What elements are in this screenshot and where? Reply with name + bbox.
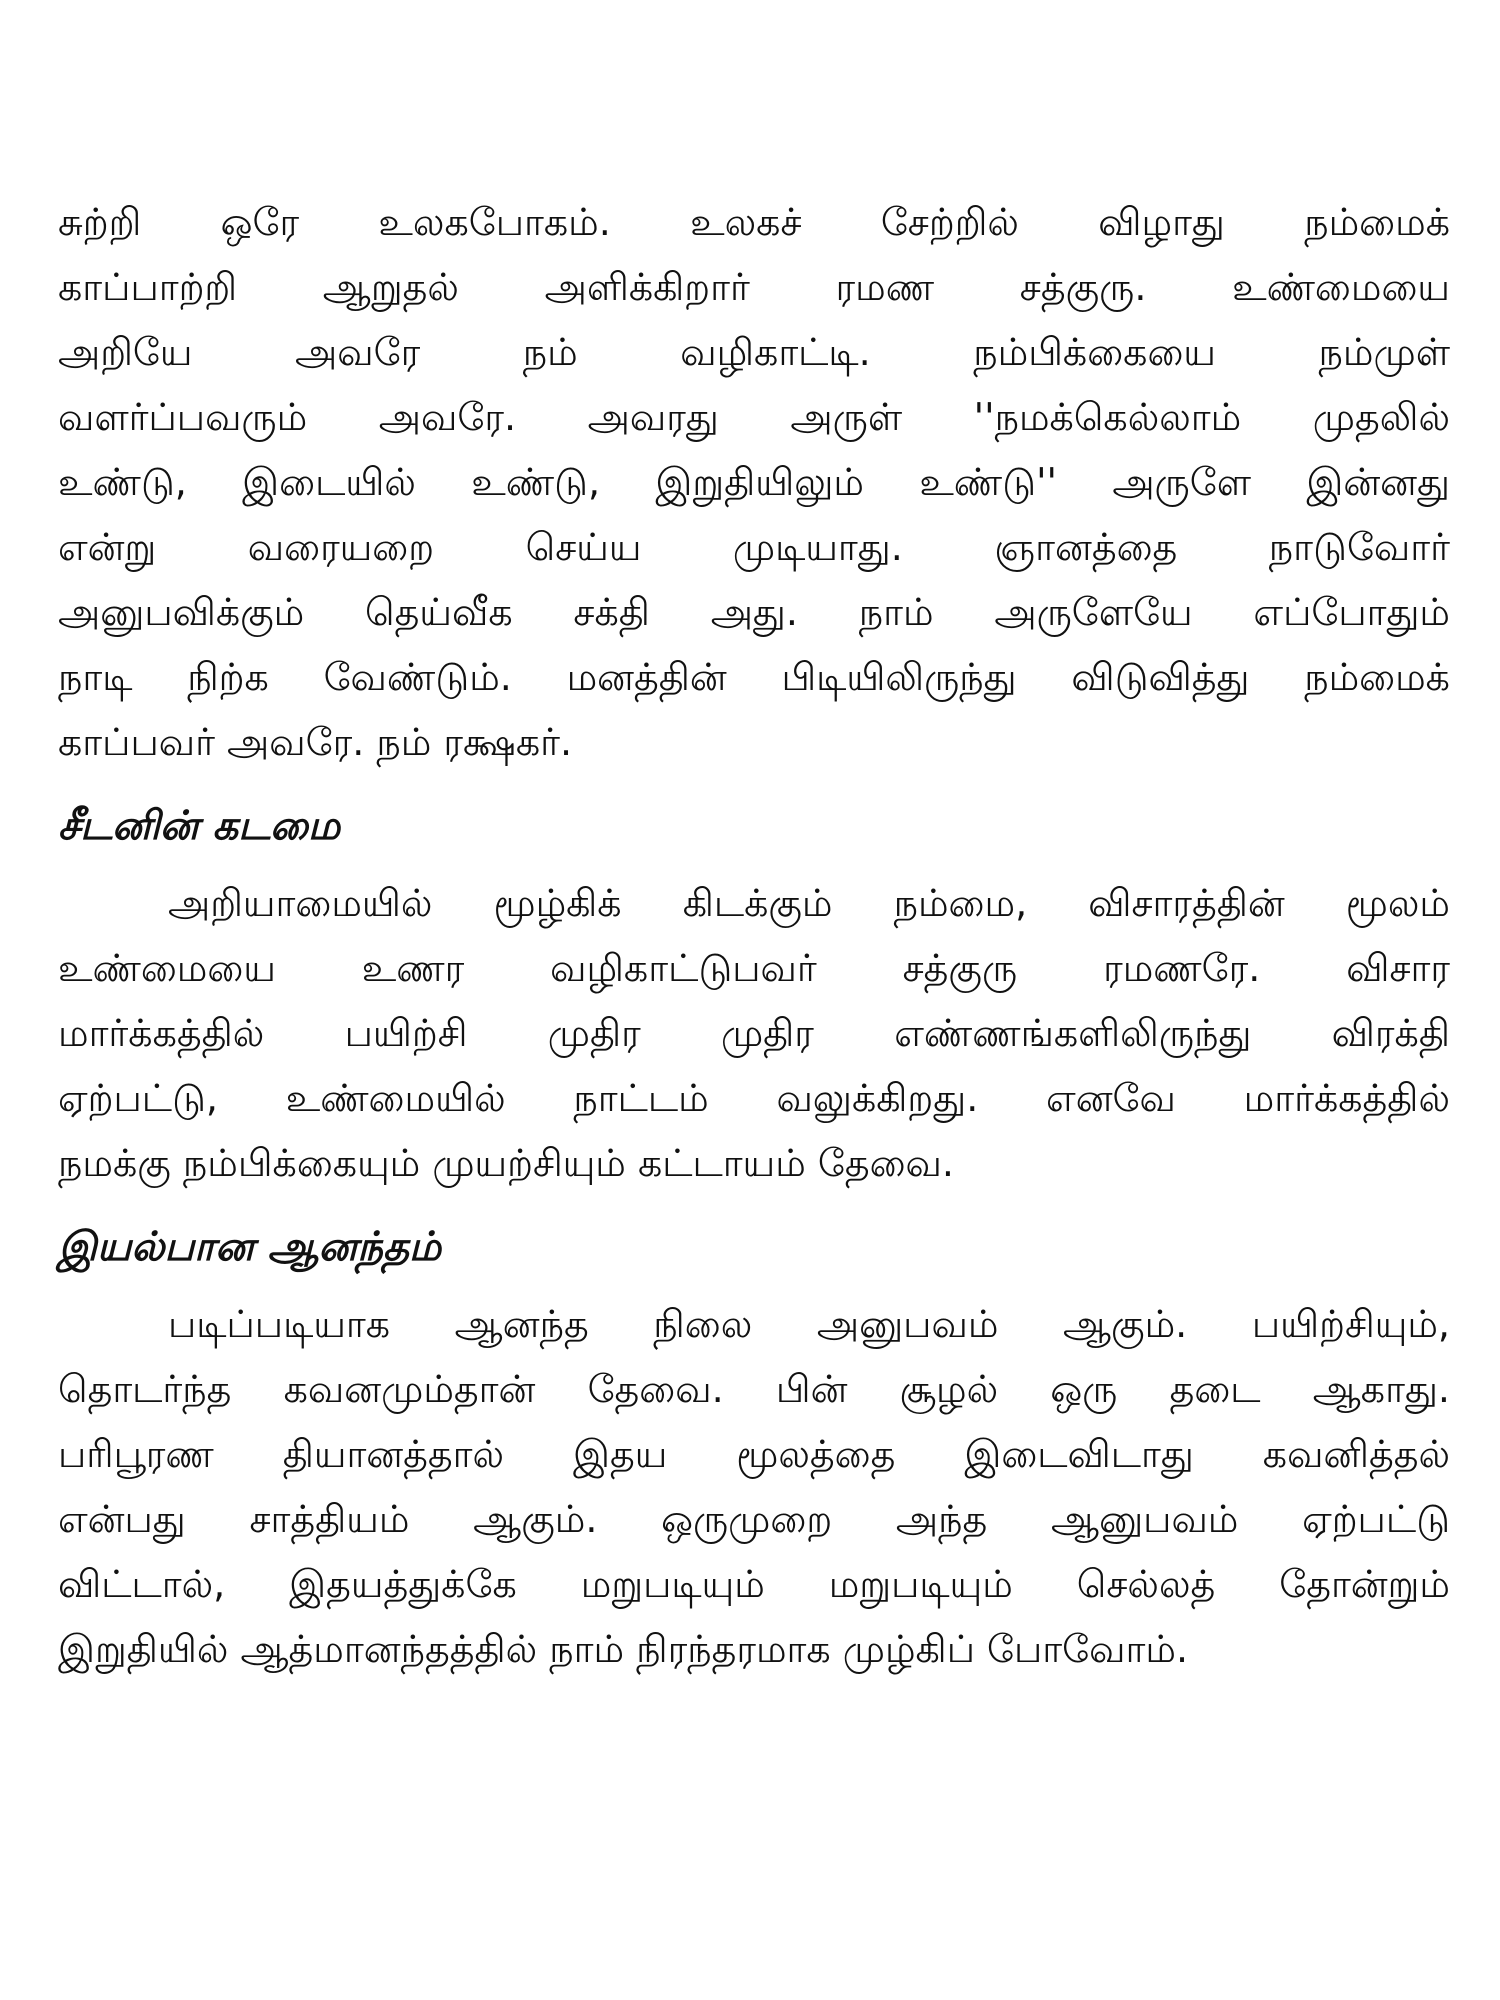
text-line: தொடர்ந்த கவனமும்தான் தேவை. பின் சூழல் ஒரு தடை ஆகாது.: [58, 1367, 1450, 1411]
text-line: உண்டு, இடையில் உண்டு, இறுதியிலும் உண்டு'' அருளே இன்னது: [58, 460, 1450, 504]
text-line: அறியாமையில் மூழ்கிக் கிடக்கும் நம்மை, விசாரத்தின் மூலம்: [168, 881, 1450, 925]
text-line: சுற்றி ஒரே உலகபோகம். உலகச் சேற்றில் விழாது நம்மைக்: [58, 200, 1450, 244]
text-line: விட்டால், இதயத்துக்கே மறுபடியும் மறுபடியும் செல்லத் தோன்றும்: [58, 1562, 1450, 1606]
text-line: பரிபூரண தியானத்தால் இதய மூலத்தை இடைவிடாது கவனித்தல்: [58, 1432, 1450, 1476]
text-line: என்பது சாத்தியம் ஆகும். ஒருமுறை அந்த ஆனுபவம் ஏற்பட்டு: [58, 1497, 1450, 1541]
paragraph-2: [58, 871, 1450, 1196]
section-heading-natural-bliss: இயல்பான ஆனந்தம்: [58, 1224, 442, 1270]
text-line: நமக்கு நம்பிக்கையும் முயற்சியும் கட்டாயம் தேவை.: [58, 1141, 954, 1185]
text-line: உண்மையை உணர வழிகாட்டுபவர் சத்குரு ரமணரே. விசார: [58, 946, 1450, 990]
text-line: அனுபவிக்கும் தெய்வீக சக்தி அது. நாம் அருளேயே எப்போதும்: [58, 590, 1450, 634]
text-line: காப்பாற்றி ஆறுதல் அளிக்கிறார் ரமண சத்குரு. உண்மையை: [58, 265, 1450, 309]
document-page: [58, 190, 1450, 1682]
text-line: என்று வரையறை செய்ய முடியாது. ஞானத்தை நாடுவோர்: [58, 525, 1450, 569]
text-line: காப்பவர் அவரே. நம் ரக்ஷகர்.: [58, 720, 573, 764]
text-line: படிப்படியாக ஆனந்த நிலை அனுபவம் ஆகும். பயிற்சியும்,: [168, 1302, 1450, 1346]
text-line: மார்க்கத்தில் பயிற்சி முதிர முதிர எண்ணங்களிலிருந்து விரக்தி: [58, 1011, 1450, 1055]
text-line: இறுதியில் ஆத்மானந்தத்தில் நாம் நிரந்தரமாக முழ்கிப் போவோம்.: [58, 1627, 1189, 1671]
text-line: நாடி நிற்க வேண்டும். மனத்தின் பிடியிலிருந்து விடுவித்து நம்மைக்: [58, 655, 1450, 699]
text-line: வளர்ப்பவரும் அவரே. அவரது அருள் ''நமக்கெல்லாம் முதலில்: [58, 395, 1450, 439]
paragraph-1: [58, 190, 1450, 775]
text-line: ஏற்பட்டு, உண்மையில் நாட்டம் வலுக்கிறது. எனவே மார்க்கத்தில்: [58, 1076, 1450, 1120]
paragraph-3: [58, 1292, 1450, 1682]
text-line: அறியே அவரே நம் வழிகாட்டி. நம்பிக்கையை நம்முள்: [58, 330, 1450, 374]
section-heading-disciple-duty: சீடனின் கடமை: [58, 803, 341, 849]
